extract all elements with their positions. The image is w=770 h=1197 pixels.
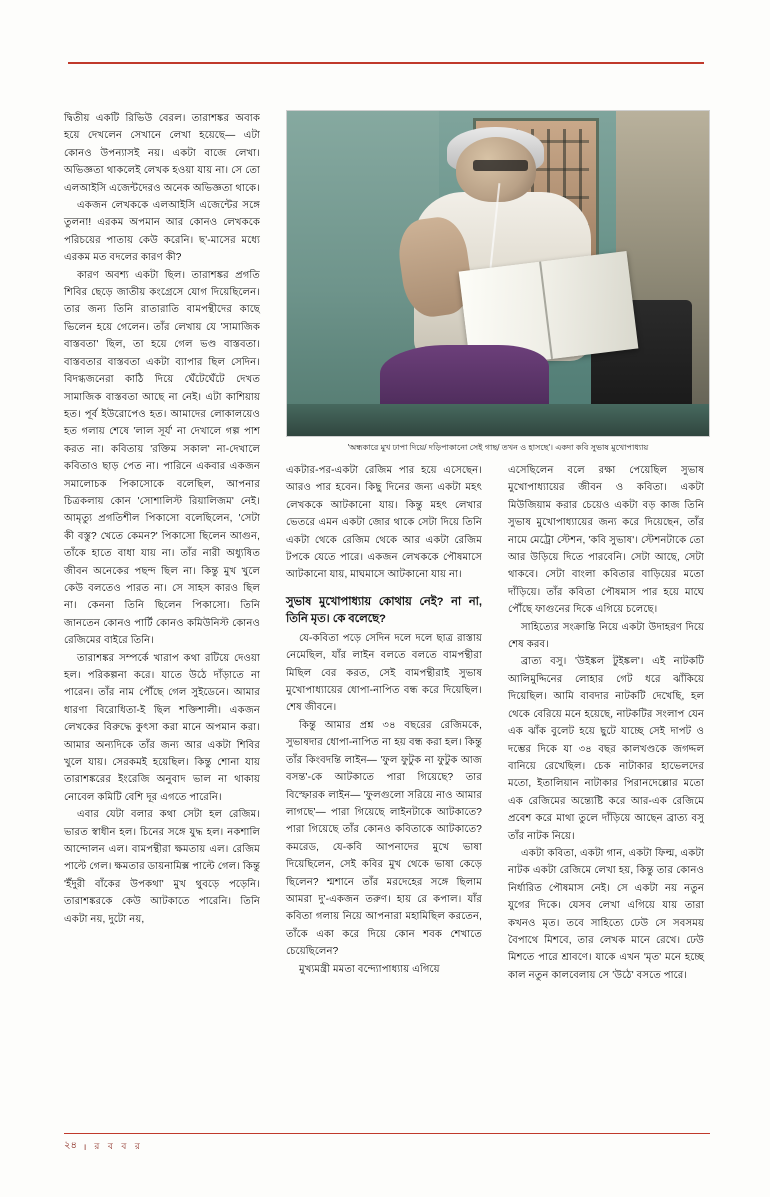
paragraph: একটার-পর-একটা রেজিম পার হয়ে এসেছেন। আরও পার হবেন। কিছু দিনের জন্য একটা মহৎ লেখককে আটকানো যায়। কিন্তু মহৎ লেখার ভেতরে এমন একটা জোর থাকে সেটা দিয়ে তিনি একটা থেকে রেজিম থেকে আর একটা রেজিম টপকে যেতে পারে। একজন লেখককে পৌষমাসে আটকানো যায়, মাঘমাসে আটকানো যায় না। bbox=[286, 465, 482, 581]
text-column-2 bbox=[286, 462, 482, 978]
paragraph: কারণ অবশ্য একটা ছিল। তারাশঙ্কর প্রগতি শিবির ছেড়ে জাতীয় কংগ্রেসে যোগ দিয়েছিলেন। তার জন্য তিনি রাতারাতি বামপন্থীদের কাছে ভিলেন হয়ে গেলেন। তাঁর লেখায় যে 'সামাজিক বাস্তবতা' ছিল, তা হয়ে গেল ভণ্ড বাস্তবতা। বাস্তবতার বাস্তবতা একটা ব্যাপার ছিল সেদিন। বিদগ্ধজনেরা কাঠি দিয়ে ঘেঁটেঘেঁটে দেখত সামাজিক বাস্তবতা আছে না নেই। এটা কাশিয়ায় হত। পূর্ব ইউরোপেও হত। আমাদের লোকালয়েও হত গলায় শেষে 'লাল সূর্য' না দেখালে গল্প পাশ করত না। কবিতায় 'রক্তিম সকাল' না-দেখালে কবিতাও ছাড় পেত না। পারিনে একবার একজন সমালোচক পিকাসোকে বলেছিল, আপনার চিত্রকলায় কোন 'সোশালিস্ট রিয়ালিজম' নেই। আমৃত্যু প্রগতিশীল পিকাসো বলেছিলেন, 'সেটা কী বস্তু? খেতে কেমন?' পিকাসো ছিলেন আগুন, তাঁকে হাতে বাধা যায় না। তাঁর নারী অধ্যুষিত জীবন অনেকের পছন্দ ছিল না। কিন্তু মুখ খুলে কেউ বলতেও পারত না। সে সাহস কারও ছিল না। কেননা তিনি ছিলেন পিকাসো। তিনি জানতেন কোনও পার্টি কোনও কমিউনিস্ট কোনও রেজিমের বাইরে তিনি। bbox=[64, 269, 260, 647]
photo-floor bbox=[287, 404, 709, 437]
paragraph: সাহিত্যের সংক্রান্তি নিয়ে একটা উদাহরণ দিয়ে শেষ করব। bbox=[508, 621, 704, 651]
paragraph: একজন লেখককে এলআইসি এজেন্টের সঙ্গে তুলনা! এরকম অপমান আর কোনও লেখককে পরিচয়ের পাতায় কেউ করেনি। ছ'-মাসের মধ্যে এরকম মত বদলের কারণ কী? bbox=[64, 200, 260, 264]
paragraph: দ্বিতীয় একটি রিভিউ বেরল। তারাশঙ্কর অবাক হয়ে দেখলেন সেখানে লেখা হয়েছে— এটা কোনও উপন্যাসই নয়। একটা বাজে লেখা। অভিজ্ঞতা থাকলেই লেখক হওয়া যায় না। সে তো এলআইসি এজেন্টদেরও অনেক অভিজ্ঞতা থাকে। bbox=[64, 113, 260, 194]
photo-figure-glasses bbox=[473, 160, 528, 172]
section-subheading: সুভাষ মুখোপাধ্যায় কোথায় নেই? না না, তিনি মৃত। কে বলেছে? bbox=[286, 595, 482, 625]
top-red-rule bbox=[68, 62, 704, 64]
paragraph: তারাশঙ্কর সম্পর্কে খারাপ কথা রটিয়ে দেওয়া হল। পরিকল্পনা করে। যাতে উঠে দাঁড়াতে না পারেন। তাঁর নাম পৌঁছে গেল সুইডেনে। আমার ধারণা বিরোধিতা-ই ছিল শক্তিশালী। একজন লেখকের বিরুদ্ধে কুৎসা করা মানে অপমান করা। আমার অন্যদিকে তাঁর জন্য আর একটা শিবির খুলে যায়। সেরকমই হয়েছিল। কিন্তু শোনা যায় তারাশঙ্করের ইংরেজি অনুবাদ ভাল না থাকায় নোবেল কমিটি বেশি দূর এগতে পারেনি। bbox=[64, 652, 260, 803]
paragraph: একটা কবিতা, একটা গান, একটা ফিল্ম, একটা নাটক একটা রেজিমে লেখা হয়, কিন্তু তার কোনও নির্ধারিত পৌষমাস নেই। সে একটা নয় নতুন যুগের দিকে। যেসব লেখা এগিয়ে যায় তারা কখনও মৃত। তবে সাহিত্যে ঢেউ সে সবসময় বৈপাথে মিশবে, তার লেখক মানে রেখে। ঢেউ মিশতে পারে শ্রাবণে। যাকে এখন 'মৃত' মনে হচ্ছে কাল নতুন কালবেলায় সে 'উঠে' বসতে পারে। bbox=[508, 847, 704, 981]
folio-title: র ব ব র bbox=[94, 1141, 143, 1151]
folio-separator: । bbox=[83, 1142, 89, 1152]
paragraph: যে-কবিতা পড়ে সেদিন দলে দলে ছাত্র রাস্তায় নেমেছিল, যাঁর লাইন বলতে বলতে বামপন্থীরা মিছিল বের করত, সেই বামপন্থীরাই সুভাষ মুখোপাধ্যায়ের ধোপা-নাপিত বন্ধ করে দিয়েছিল। শেষ জীবনে। bbox=[286, 632, 482, 714]
paragraph: ব্রাত্য বসু। 'উইঙ্কল টুইঙ্কল'। এই নাটকটি আলিমুদ্দিনের লোহার গেট ধরে ঝাঁকিয়ে দিয়েছিল। আমি বাবদার নাটকটি দেখেছি, হল থেকে বেরিয়ে মনে হয়েছে, নাটকটির সংলাপ যেন এক ঝাঁক বুলেট হয়ে ছুটে যাচ্ছে সেই দাপট ও দম্ভের দিকে যা ৩৪ বছর কালখণ্ডকে জগদ্দল বানিয়ে রেখেছিল। চেক নাটাকার হাভেলদের মতো, ইতালিয়ান নাটাকার পিরানদেল্লোর মতো এক রেজিমের অন্ত্যেষ্টি করে আর-এক রেজিমে প্রবেশ করে মাথা তুলে দাঁড়িয়ে আছেন ব্রাত্য বসু তাঁর নাটক নিয়ে। bbox=[508, 656, 704, 842]
text-column-1 bbox=[64, 110, 260, 928]
paragraph: এবার যেটা বলার কথা সেটা হল রেজিম। ভারত স্বাধীন হল। চিনের সঙ্গে যুদ্ধ হল। নকশালি আন্দোলন এল। বামপন্থীরা ক্ষমতায় এল। রেজিম পাল্টে গেল। ক্ষমতার ডায়নামিক্স পাল্টে গেল। কিন্তু 'ইঁদুরী বাঁকের উপকথা' মুখ থুবড়ে পড়েনি। তারাশঙ্করকে কেউ আটকাতে পারেনি। তিনি একটা নয়, দুটো নয়, bbox=[64, 809, 260, 925]
paragraph: মুখ্যমন্ত্রী মমতা বন্দ্যোপাধ্যায় এগিয়ে bbox=[299, 963, 440, 975]
text-column-3 bbox=[508, 462, 704, 984]
paragraph: কিন্তু আমার প্রশ্ন ৩৪ বছরের রেজিমকে, সুভাষদার ধোপা-নাপিত না হয় বন্ধ করা হল। কিন্তু তাঁর কিংবদন্তি লাইন— 'ফুল ফুটুক না ফুটুক আজ বসন্ত'-কে আটকাতে পারা গিয়েছে? তার বিস্ফোরক লাইন— 'ফুলগুলো সরিয়ে নাও আমার লাগছে'— পারা গিয়েছে লাইনটাকে আটকাতে? পারা গিয়েছে তাঁর কোনও কবিতাকে আটকাতে? কমরেড, যে-কবি আপনাদের মুখে ভাষা দিয়েছিলেন, সেই কবির মুখ থেকে ভাষা কেড়ে ছিলেন? শ্মশানে তাঁর মরদেহের সঙ্গে ছিলাম আমরা দু'-একজন তরুণ। হায় রে কপাল। যাঁর কবিতা গলায় নিয়ে আপনারা মহামিছিল করতেন, তাঁকে একা করে দিয়ে কোন শবক শেখাতে চেয়েছিলেন? bbox=[286, 719, 482, 958]
article-photo-block bbox=[286, 110, 710, 454]
paragraph: এসেছিলেন বলে রক্ষা পেয়েছিল সুভাষ মুখোপাধ্যায়ের জীবন ও কবিতা। একটা মিউজিয়াম করার চেয়েও একটা বড় কাজ তিনি সুভাষ মুখোপাধ্যায়ের জন্য করে দিয়েছেন, তাঁর নামে মেট্রো স্টেশন, 'কবি সুভাষ'। স্টেশনটাকে তো আর উড়িয়ে দিতে পারবেনি। সেটা আছে, সেটা থাকবে। সেটা বাংলা কবিতার বাড়িয়ের মতো দাঁড়িয়ে। তাঁর কবিতা পৌষমাস পার হয়ে মাঘে পৌঁছে ফাগুনের দিকে এগিয়ে চলেছে। bbox=[508, 465, 704, 616]
article-content bbox=[64, 110, 710, 1110]
folio-number: ২৪ bbox=[64, 1140, 77, 1151]
photo-caption: 'অন্ধকারে মুখ ঢাপা দিয়ে/ দড়িপাকানো সেই গাছ/ তখন ও হাসছে'। একদা কবি সুভাষ মুখোপাধ্যায় bbox=[347, 443, 649, 452]
portrait-of-poet-subhash-mukhopadhyay bbox=[286, 110, 710, 437]
page-footer bbox=[64, 1133, 710, 1155]
